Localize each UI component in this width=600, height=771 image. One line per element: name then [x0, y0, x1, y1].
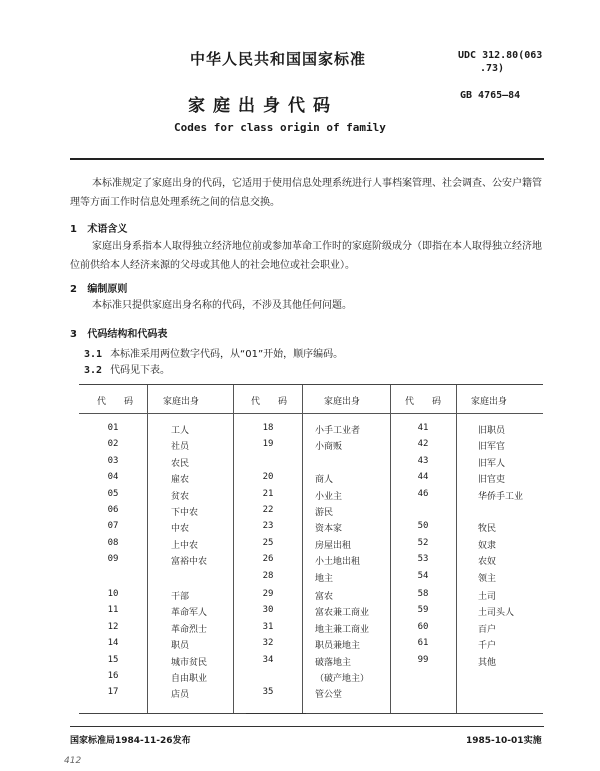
table-code-cell: 23 [262, 521, 274, 532]
table-code-cell: 26 [262, 554, 274, 565]
table-code-cell: 19 [262, 439, 274, 450]
table-origin-cell: 社员 [171, 442, 190, 453]
table-origin-cell: 革命烈士 [171, 624, 208, 635]
table-origin-cell: 农民 [171, 458, 190, 469]
table-code-cell: 43 [417, 455, 429, 466]
table-code-cell: 30 [262, 605, 274, 616]
effective-date: 1985-10-01实施 [466, 736, 542, 746]
table-origin-cell: 富农 [315, 592, 334, 602]
table-code-cell: 31 [262, 621, 274, 632]
table-code-cell: 54 [417, 570, 429, 581]
section-title: 术语含义 [87, 224, 128, 235]
subsection-number: 3.1 [84, 349, 103, 360]
table-origin-cell: 工人 [171, 426, 190, 436]
table-code-cell: 18 [262, 423, 274, 433]
section-title: 代码结构和代码表 [87, 329, 168, 340]
table-code-cell: 15 [107, 654, 119, 665]
table-origin-cell: 旧官吏 [478, 475, 506, 486]
table-code-cell: 10 [107, 589, 119, 599]
table-code-cell: 16 [107, 671, 119, 681]
subsection-text: 本标准采用两位数字代码，从“01”开始，顺序编码。 [110, 349, 344, 360]
udc-code-cont: .73) [480, 63, 505, 74]
section-number: 2 [70, 284, 77, 295]
table-origin-cell: 游民 [315, 508, 334, 518]
table-code-cell: 42 [417, 439, 429, 450]
table-code-cell: 28 [262, 570, 274, 581]
table-code-cell: 01 [107, 423, 119, 433]
table-code-cell: 21 [262, 488, 274, 499]
table-code-cell: 60 [417, 621, 429, 632]
gb-number: GB 4765—84 [460, 90, 521, 101]
table-origin-cell: 上中农 [171, 540, 199, 551]
table-origin-cell: 其他 [478, 657, 497, 668]
table-origin-cell: 小土地出租 [315, 557, 361, 568]
table-origin-cell: 资本家 [315, 524, 343, 535]
table-origin-cell: 小手工业者 [315, 426, 361, 436]
table-origin-cell: 管公堂 [315, 690, 343, 701]
table-origin-cell: 雇农 [171, 475, 190, 486]
table-origin-cell: 地主 [315, 573, 334, 584]
table-code-cell: 12 [107, 621, 119, 632]
table-origin-cell: 城市贫民 [171, 657, 208, 668]
table-code-cell: 09 [107, 554, 119, 565]
section-2-heading [70, 280, 127, 295]
table-origin-cell: （破产地主） [315, 674, 370, 684]
table-code-cell: 22 [262, 505, 274, 515]
table-code-cell: 06 [107, 505, 119, 515]
table-code-cell: 11 [107, 605, 119, 616]
table-code-cell: 25 [262, 537, 274, 548]
table-origin-cell: 小业主 [315, 491, 343, 502]
table-origin-cell: 房屋出租 [315, 540, 352, 551]
table-origin-cell: 旧军人 [478, 458, 506, 469]
table-code-cell: 02 [107, 439, 119, 450]
table-origin-cell: 革命军人 [171, 608, 208, 619]
table-origin-cell: 千户 [478, 641, 497, 652]
table-origin-cell: 职员 [171, 641, 190, 652]
header-origin-1: 家庭出身 [163, 397, 200, 407]
table-divider [147, 385, 148, 713]
table-code-cell: 08 [107, 537, 119, 548]
table-origin-cell: 华侨手工业 [478, 491, 524, 502]
table-code-cell: 58 [417, 589, 429, 599]
table-code-cell: 32 [262, 638, 274, 649]
table-code-cell: 14 [107, 638, 119, 649]
table-origin-cell: 奴隶 [478, 540, 497, 551]
table-code-cell: 35 [262, 687, 274, 698]
header-code-3: 代 码 [405, 397, 442, 407]
table-code-cell: 04 [107, 472, 119, 483]
table-code-cell: 44 [417, 472, 429, 483]
subsection-3-2 [84, 361, 170, 376]
table-code-cell: 46 [417, 488, 429, 499]
table-origin-cell: 领主 [478, 573, 497, 584]
table-divider [390, 385, 391, 713]
table-origin-cell: 商人 [315, 475, 334, 486]
table-origin-cell: 小商贩 [315, 442, 343, 453]
table-origin-cell: 富裕中农 [171, 557, 208, 568]
table-origin-cell: 地主兼工商业 [315, 624, 370, 635]
table-code-cell: 20 [262, 472, 274, 483]
issuing-authority: 中华人民共和国国家标准 [190, 50, 367, 68]
section-1-body: 家庭出身系指本人取得独立经济地位前或参加革命工作时的家庭阶级成分（即指在本人取得独立经济地位前供给本人经济来源的父母或其他人的社会地位或社会职业）。 [70, 241, 542, 271]
document-subtitle: Codes for class origin of family [174, 121, 386, 134]
table-origin-cell: 旧军官 [478, 442, 506, 453]
header-rule [70, 158, 544, 160]
header-code-2: 代 码 [251, 397, 288, 407]
subsection-number: 3.2 [84, 365, 103, 376]
table-code-cell: 50 [417, 521, 429, 532]
subsection-text: 代码见下表。 [110, 365, 171, 376]
udc-code: UDC 312.80(063 [458, 50, 543, 61]
table-divider [233, 385, 234, 713]
table-origin-cell: 牧民 [478, 524, 497, 535]
table-divider [302, 385, 303, 713]
document-title: 家庭出身代码 [188, 96, 338, 116]
code-table [79, 384, 543, 714]
table-code-cell: 29 [262, 589, 274, 599]
section-number: 1 [70, 224, 77, 235]
table-origin-cell: 贫农 [171, 491, 190, 502]
table-header-rule [79, 413, 543, 414]
table-origin-cell: 干部 [171, 592, 190, 602]
publish-date: 国家标准局1984-11-26发布 [70, 736, 191, 746]
table-origin-cell: 富农兼工商业 [315, 608, 370, 619]
section-3-heading [70, 325, 167, 340]
table-origin-cell: 破落地主 [315, 657, 352, 668]
section-1-heading [70, 220, 127, 235]
table-origin-cell: 土司头人 [478, 608, 515, 619]
table-code-cell: 17 [107, 687, 119, 698]
table-origin-cell: 旧职员 [478, 426, 506, 436]
table-code-cell: 61 [417, 638, 429, 649]
table-code-cell: 99 [417, 654, 429, 665]
header-origin-3: 家庭出身 [471, 397, 508, 407]
table-code-cell: 03 [107, 455, 119, 466]
table-origin-cell: 百户 [478, 624, 497, 635]
table-code-cell: 41 [417, 423, 429, 433]
table-origin-cell: 土司 [478, 592, 497, 602]
end-rule [246, 713, 306, 714]
table-code-cell: 52 [417, 537, 429, 548]
table-code-cell: 53 [417, 554, 429, 565]
subsection-3-1 [84, 345, 343, 360]
table-code-cell: 07 [107, 521, 119, 532]
header-origin-2: 家庭出身 [324, 397, 361, 407]
table-origin-cell: 自由职业 [171, 674, 208, 684]
table-origin-cell: 店员 [171, 690, 190, 701]
header-code-1: 代 码 [97, 397, 134, 407]
table-code-cell: 34 [262, 654, 274, 665]
section-number: 3 [70, 329, 77, 340]
table-origin-cell: 下中农 [171, 508, 199, 518]
section-2-body: 本标准只提供家庭出身名称的代码，不涉及其他任何问题。 [92, 300, 352, 311]
table-divider [456, 385, 457, 713]
table-origin-cell: 职员兼地主 [315, 641, 361, 652]
table-origin-cell: 中农 [171, 524, 190, 535]
table-origin-cell: 农奴 [478, 557, 497, 568]
section-title: 编制原则 [87, 284, 128, 295]
table-code-cell: 59 [417, 605, 429, 616]
page-number: 412 [64, 756, 82, 766]
table-code-cell: 05 [107, 488, 119, 499]
intro-paragraph: 本标准规定了家庭出身的代码，它适用于使用信息处理系统进行人事档案管理、社会调查、公安户籍管理等方面工作时信息处理系统之间的信息交换。 [70, 178, 542, 208]
footer-rule [70, 726, 544, 727]
